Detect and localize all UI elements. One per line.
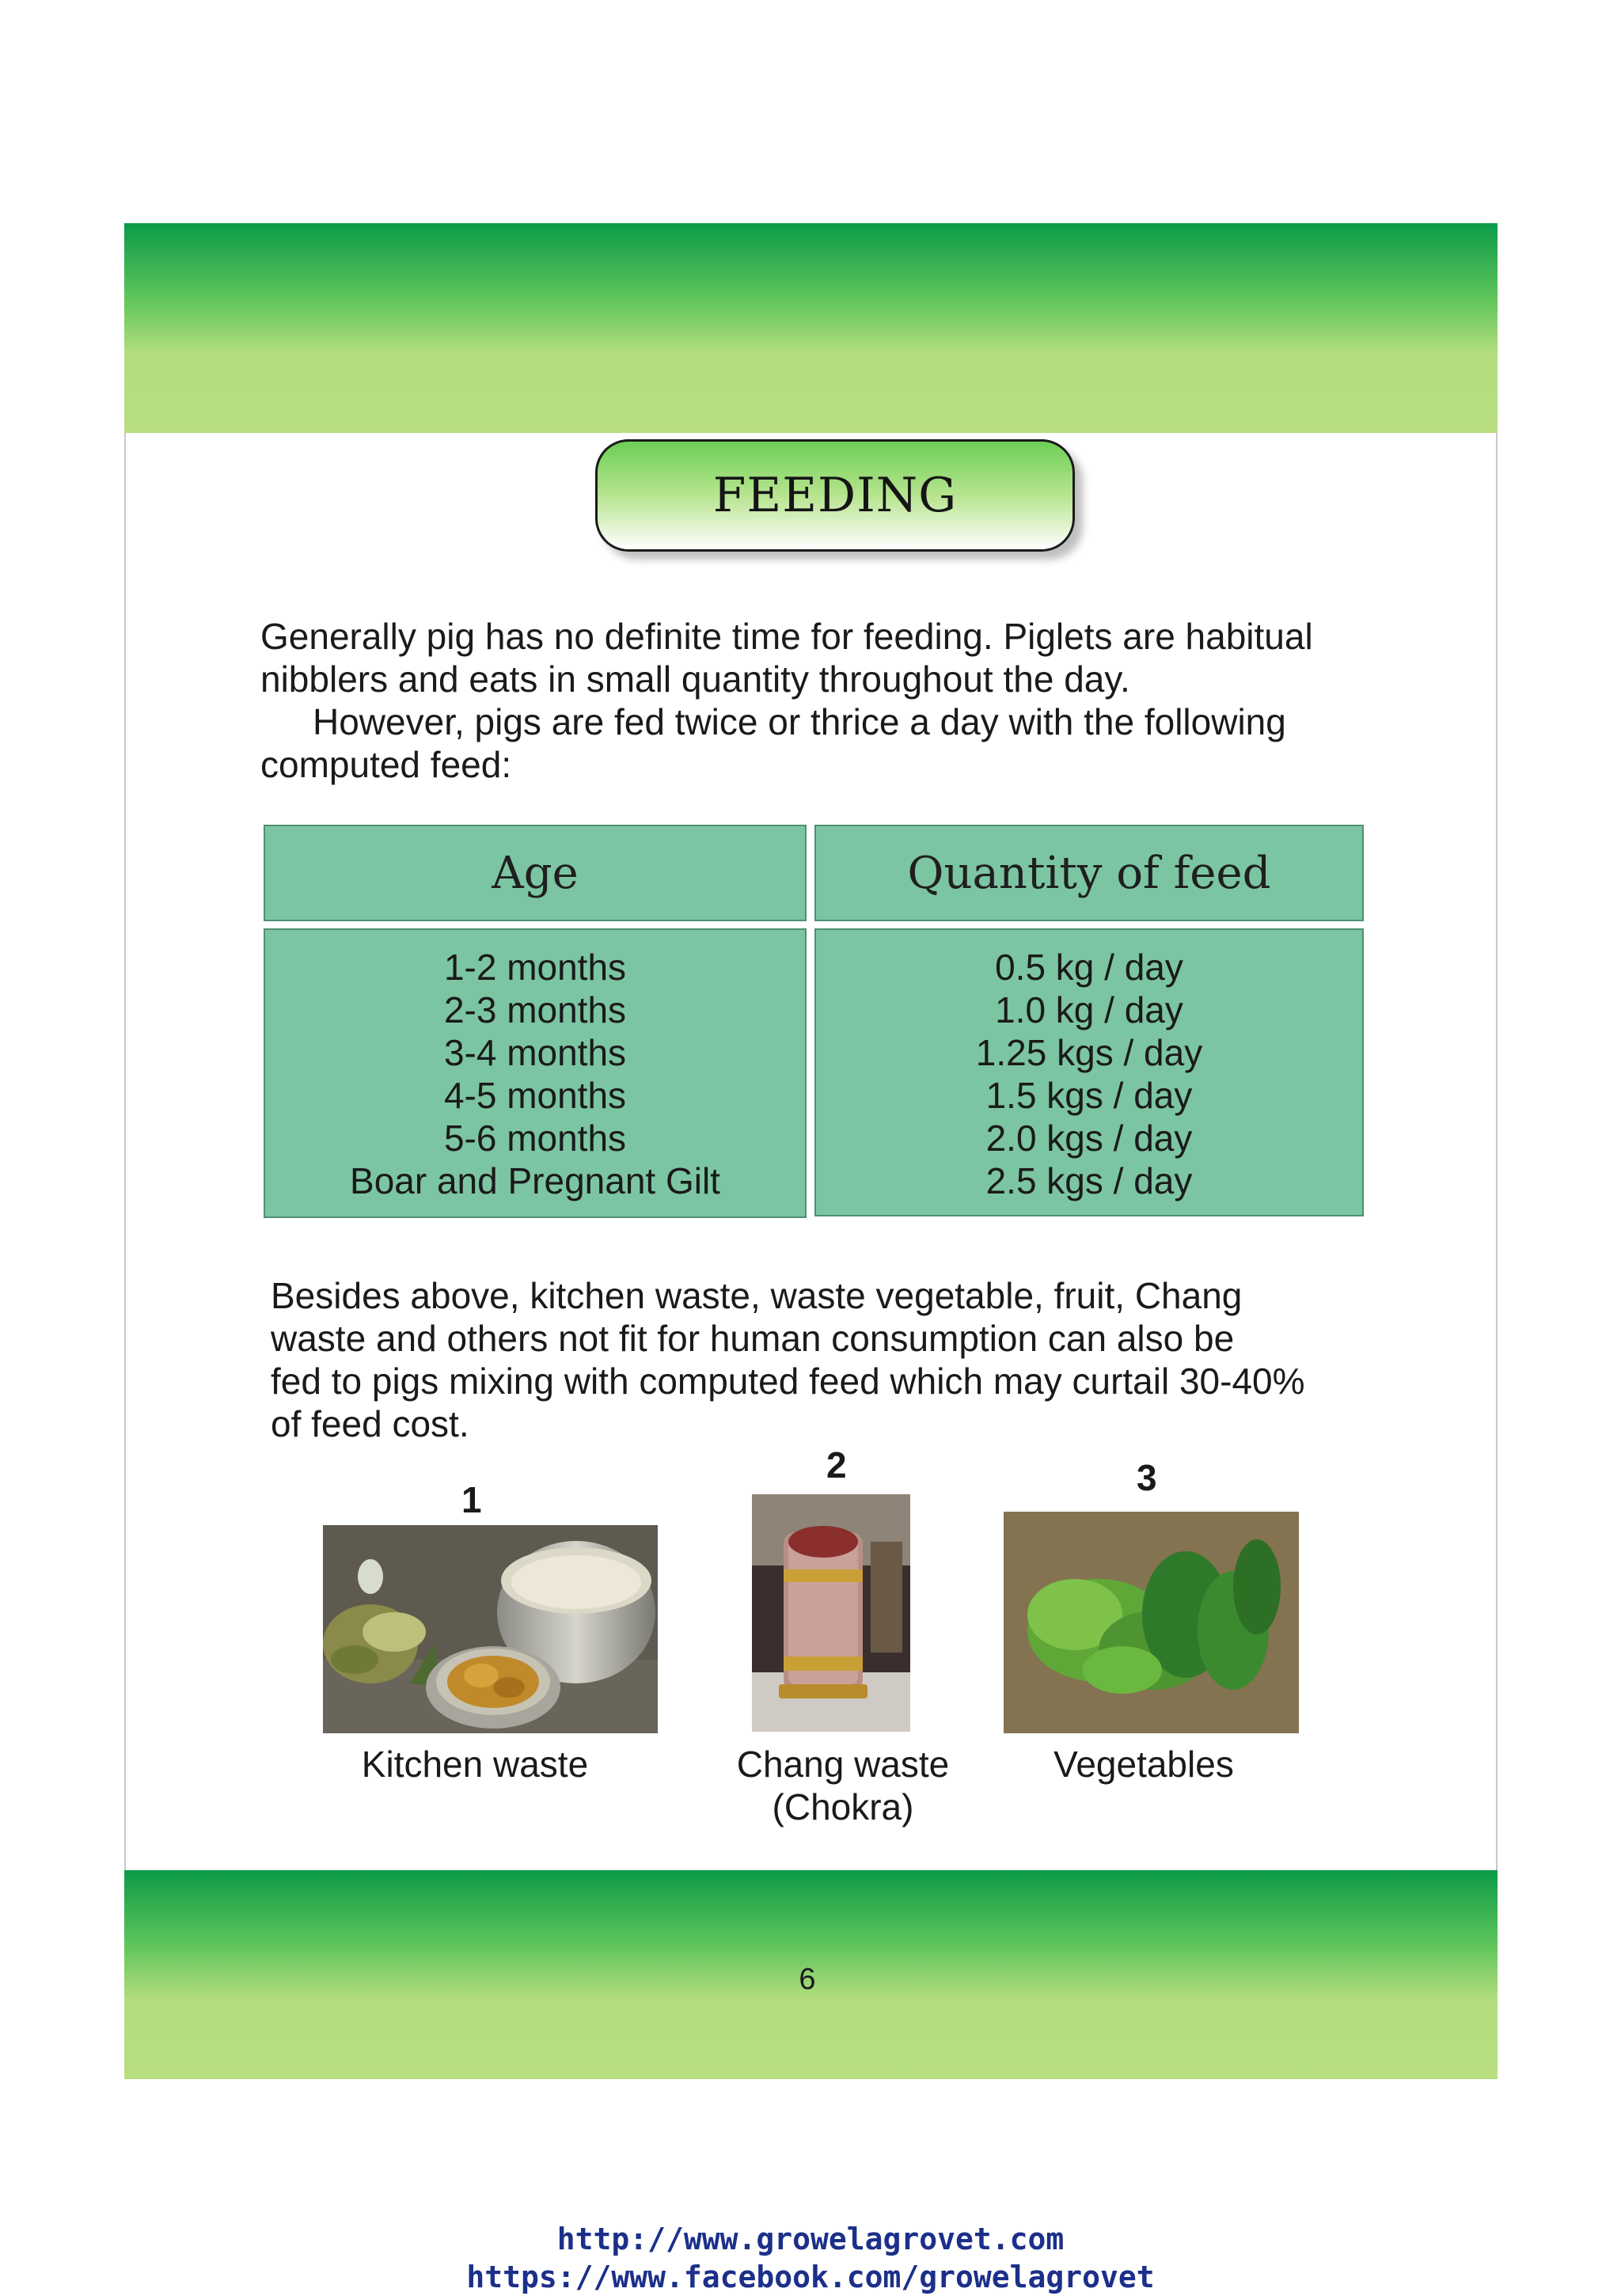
chang-waste-caption-line: (Chokra) bbox=[772, 1786, 914, 1827]
chang-waste-caption-line: Chang waste bbox=[736, 1744, 950, 1785]
table-age-column bbox=[264, 928, 807, 1218]
table-cell-quantity: 1.25 kgs / day bbox=[975, 1032, 1203, 1073]
photo-number-2: 2 bbox=[826, 1444, 847, 1486]
besides-line: waste and others not fit for human consumption can also be bbox=[271, 1318, 1235, 1359]
besides-line: fed to pigs mixing with computed feed which may curtail 30-40% bbox=[271, 1361, 1305, 1402]
photo-number-3: 3 bbox=[1137, 1457, 1157, 1498]
chang-waste-caption bbox=[712, 1743, 974, 1828]
table-cell-age: 5-6 months bbox=[443, 1118, 627, 1159]
photo-number-1: 1 bbox=[461, 1479, 482, 1520]
website-link[interactable]: http://www.growelagrovet.com bbox=[556, 2222, 1065, 2256]
intro-line: Generally pig has no definite time for feeding. Piglets are habitual bbox=[260, 616, 1313, 657]
table-cell-age: Boar and Pregnant Gilt bbox=[350, 1160, 720, 1201]
vegetables-caption: Vegetables bbox=[1053, 1744, 1234, 1785]
chang-waste-photo bbox=[752, 1494, 910, 1732]
table-cell-quantity: 2.5 kgs / day bbox=[985, 1160, 1193, 1201]
table-cell-age: 1-2 months bbox=[443, 947, 627, 988]
table-cell-age: 2-3 months bbox=[443, 989, 627, 1030]
table-cell-quantity: 1.5 kgs / day bbox=[985, 1075, 1193, 1116]
section-title-badge bbox=[595, 439, 1075, 552]
page-number: 6 bbox=[799, 1963, 816, 1996]
besides-line: of feed cost. bbox=[271, 1403, 469, 1444]
kitchen-waste-photo bbox=[323, 1525, 658, 1733]
section-title: FEEDING bbox=[712, 468, 958, 523]
intro-line: computed feed: bbox=[260, 744, 512, 785]
footer-links bbox=[0, 2220, 1621, 2296]
facebook-link[interactable]: https://www.facebook.com/growelagrovet bbox=[466, 2260, 1155, 2294]
besides-line: Besides above, kitchen waste, waste vegetable, fruit, Chang bbox=[271, 1275, 1243, 1316]
vegetables-photo bbox=[1004, 1512, 1299, 1733]
table-header-age: Age bbox=[264, 825, 807, 921]
besides-paragraph bbox=[271, 1274, 1395, 1445]
intro-line-text: However, pigs are fed twice or thrice a day with the following bbox=[313, 701, 1286, 742]
header-band bbox=[124, 223, 1498, 433]
intro-paragraph bbox=[260, 615, 1384, 786]
kitchen-waste-caption: Kitchen waste bbox=[361, 1744, 589, 1785]
intro-line: nibblers and eats in small quantity throughout the day. bbox=[260, 658, 1130, 700]
table-cell-quantity: 2.0 kgs / day bbox=[985, 1118, 1193, 1159]
table-cell-age: 4-5 months bbox=[443, 1075, 627, 1116]
table-cell-age: 3-4 months bbox=[443, 1032, 627, 1073]
table-cell-quantity: 1.0 kg / day bbox=[995, 989, 1183, 1030]
table-quantity-column bbox=[814, 928, 1364, 1216]
intro-line-indented bbox=[260, 700, 1384, 743]
table-header-quantity: Quantity of feed bbox=[814, 825, 1364, 921]
table-cell-quantity: 0.5 kg / day bbox=[995, 947, 1183, 988]
